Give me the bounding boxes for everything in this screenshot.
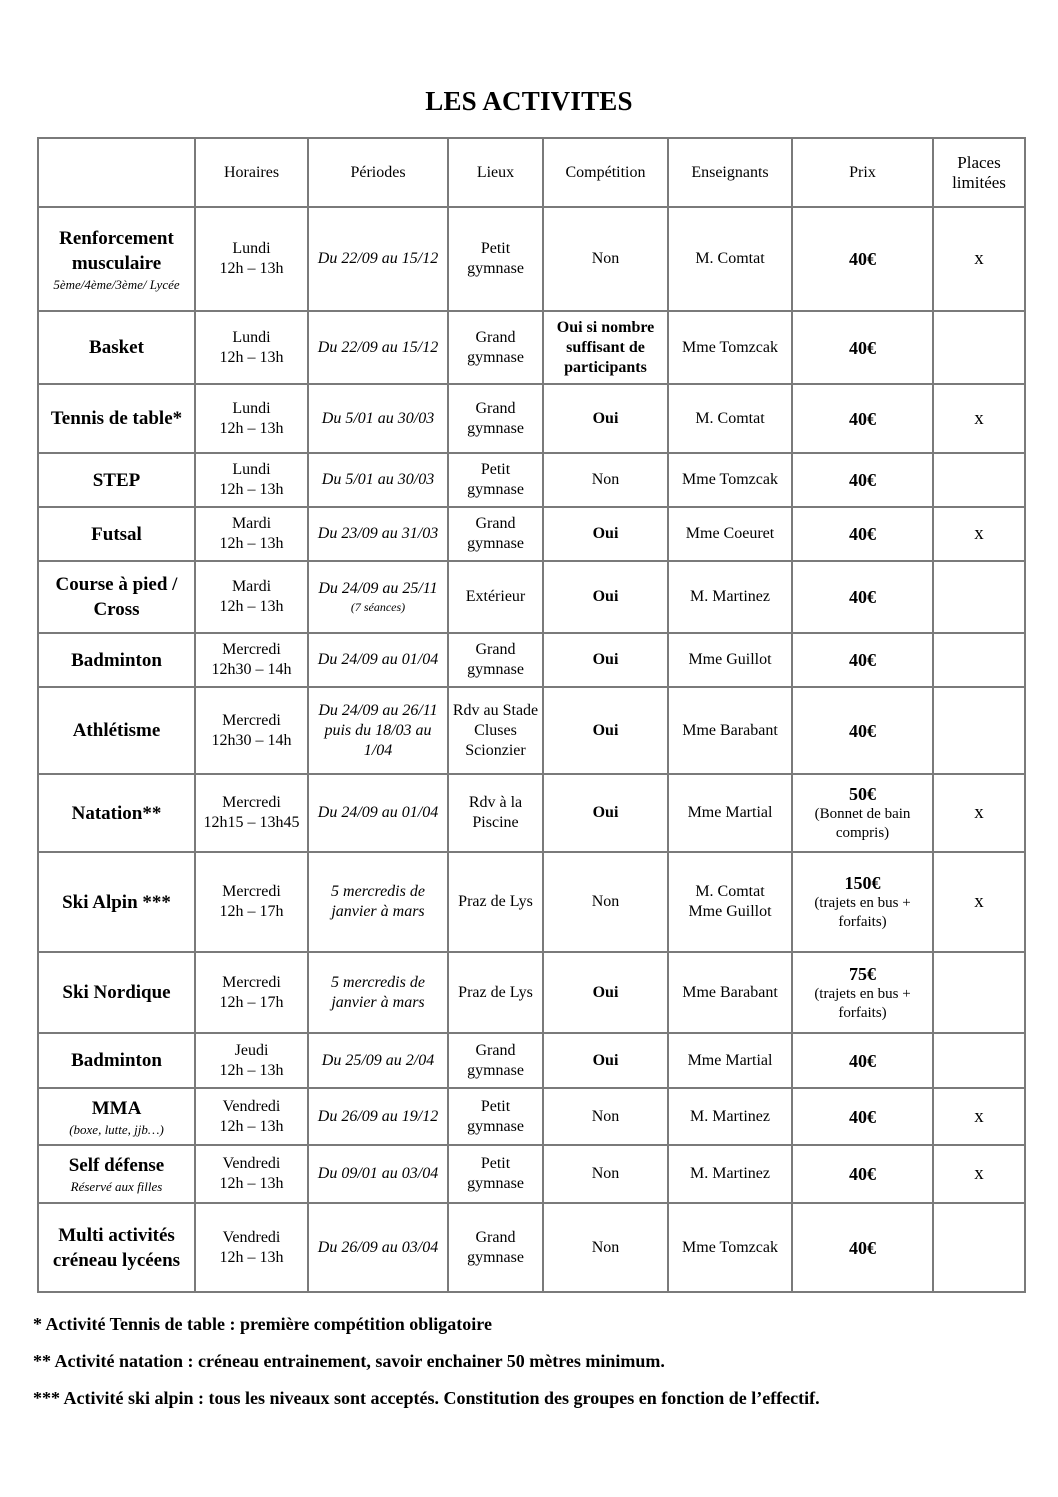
place-cell <box>448 207 543 311</box>
schedule-cell <box>195 852 308 952</box>
activity-subnote: Réservé aux filles <box>70 1179 163 1194</box>
activity-name: Athlétisme <box>72 720 161 741</box>
activity-name-cell <box>38 1203 195 1292</box>
teacher-cell <box>668 952 792 1033</box>
table-row <box>38 774 1025 852</box>
price-amount: 40€ <box>849 1237 876 1258</box>
competition-cell <box>543 207 668 311</box>
competition-cell <box>543 1145 668 1203</box>
place-cell <box>448 687 543 774</box>
price-amount: 150€ <box>844 873 881 893</box>
competition-cell <box>543 311 668 384</box>
activity-subnote: (boxe, lutte, jjb…) <box>69 1121 164 1137</box>
schedule-cell <box>195 1145 308 1203</box>
period-cell <box>308 207 448 311</box>
competition-cell <box>543 852 668 952</box>
teacher-cell <box>668 507 792 561</box>
competition-cell <box>543 507 668 561</box>
period-text: Du 23/09 au 31/03 <box>317 525 439 542</box>
activity-name: Ski Nordique <box>62 982 171 1003</box>
limited-places-cell <box>933 633 1025 687</box>
period-text: Du 25/09 au 2/04 <box>321 1051 435 1069</box>
limited-places-cell <box>933 1145 1025 1203</box>
schedule-day: Mercredi <box>222 711 281 729</box>
schedule-time: 12h – 13h <box>219 481 284 498</box>
activity-name-cell <box>38 453 195 507</box>
schedule-day: Vendredi <box>222 1228 281 1246</box>
table-row <box>38 384 1025 453</box>
teacher-name: Mme Barabant <box>682 721 778 739</box>
place-text: Grand gymnase <box>467 641 524 678</box>
price-amount: 40€ <box>849 1164 876 1184</box>
schedule-time: 12h – 13h <box>219 260 284 277</box>
teacher-cell <box>668 453 792 507</box>
period-cell <box>308 311 448 384</box>
schedule-cell <box>195 1033 308 1088</box>
teacher-name: Mme Guillot <box>688 651 772 668</box>
schedule-cell <box>195 507 308 561</box>
price-amount: 40€ <box>849 720 876 741</box>
price-cell <box>792 774 933 852</box>
competition-text: Oui si nombre suffisant de participants <box>556 318 655 376</box>
limited-places-cell <box>933 852 1025 952</box>
activity-name-cell <box>38 633 195 687</box>
activity-subnote: 5ème/4ème/3ème/ Lycée <box>53 276 180 292</box>
price-cell <box>792 1088 933 1145</box>
limited-places-mark: x <box>974 407 984 429</box>
competition-text: Oui <box>592 1051 619 1069</box>
teacher-name: Mme Tomzcak <box>682 1238 778 1256</box>
period-text: 5 mercredis de janvier à mars <box>331 973 425 1011</box>
activity-name: Renforcement musculaire <box>59 227 174 274</box>
table-row <box>38 1033 1025 1088</box>
price-cell <box>792 952 933 1033</box>
price-cell <box>792 1203 933 1292</box>
table-row <box>38 952 1025 1033</box>
period-note: (7 séances) <box>350 600 406 614</box>
teacher-cell <box>668 633 792 687</box>
activity-name-cell <box>38 1145 195 1203</box>
teacher-cell <box>668 207 792 311</box>
place-text: Praz de Lys <box>458 893 533 910</box>
price-amount: 40€ <box>849 1106 876 1127</box>
period-cell <box>308 774 448 852</box>
schedule-cell <box>195 384 308 453</box>
table-row <box>38 1203 1025 1292</box>
activity-name: Futsal <box>91 523 142 545</box>
competition-cell <box>543 1203 668 1292</box>
period-cell <box>308 633 448 687</box>
price-cell <box>792 687 933 774</box>
schedule-cell <box>195 207 308 311</box>
schedule-time: 12h – 13h <box>219 1175 284 1192</box>
price-cell <box>792 633 933 687</box>
place-text: Petit gymnase <box>467 1155 524 1192</box>
activity-name: Natation** <box>71 802 162 824</box>
competition-cell <box>543 1088 668 1145</box>
activity-name-cell <box>38 952 195 1033</box>
teacher-name: M. Martinez <box>690 588 770 605</box>
competition-text: Oui <box>592 409 619 427</box>
activity-name: Basket <box>89 337 144 358</box>
place-cell <box>448 1203 543 1292</box>
schedule-day: Lundi <box>232 328 271 346</box>
price-cell <box>792 207 933 311</box>
price-amount: 40€ <box>849 408 876 429</box>
competition-text: Oui <box>592 525 619 542</box>
schedule-cell <box>195 952 308 1033</box>
price-note: (trajets en bus + forfaits) <box>814 985 911 1021</box>
activity-name-cell <box>38 507 195 561</box>
period-text: Du 22/09 au 15/12 <box>317 338 439 356</box>
limited-places-cell <box>933 1203 1025 1292</box>
place-text: Grand gymnase <box>467 399 524 437</box>
schedule-day: Mardi <box>231 578 272 595</box>
limited-places-cell <box>933 774 1025 852</box>
activity-name-cell <box>38 852 195 952</box>
teacher-name: Mme Tomzcak <box>682 471 778 488</box>
competition-text: Non <box>591 1107 620 1125</box>
place-cell <box>448 384 543 453</box>
schedule-day: Mardi <box>231 515 272 532</box>
place-text: Rdv à la Piscine <box>468 794 523 831</box>
teacher-cell <box>668 384 792 453</box>
activity-name: Course à pied / Cross <box>55 574 178 620</box>
limited-places-cell <box>933 384 1025 453</box>
teacher-cell <box>668 311 792 384</box>
period-text: Du 5/01 au 30/03 <box>321 471 435 488</box>
header-places: Places limitées <box>933 138 1025 207</box>
schedule-day: Mercredi <box>222 883 281 900</box>
schedule-time: 12h – 17h <box>219 903 284 920</box>
place-cell <box>448 507 543 561</box>
activity-name-cell <box>38 384 195 453</box>
period-text: Du 26/09 au 03/04 <box>317 1238 439 1256</box>
limited-places-mark: x <box>974 1105 984 1127</box>
teacher-cell <box>668 852 792 952</box>
table-row <box>38 687 1025 774</box>
activity-name-cell <box>38 311 195 384</box>
limited-places-cell <box>933 507 1025 561</box>
teacher-name: M. Martinez <box>690 1107 770 1125</box>
place-text: Grand gymnase <box>467 328 524 366</box>
schedule-time: 12h30 – 14h <box>211 731 292 749</box>
activity-name-cell <box>38 561 195 633</box>
competition-text: Non <box>591 471 620 488</box>
activity-name-cell <box>38 1033 195 1088</box>
competition-text: Non <box>591 1165 620 1182</box>
schedule-cell <box>195 687 308 774</box>
place-cell <box>448 561 543 633</box>
limited-places-cell <box>933 207 1025 311</box>
competition-cell <box>543 453 668 507</box>
price-amount: 40€ <box>849 249 876 269</box>
limited-places-mark: x <box>974 891 984 912</box>
table-row <box>38 633 1025 687</box>
teacher-cell <box>668 561 792 633</box>
schedule-time: 12h – 13h <box>219 1061 284 1079</box>
footnotes <box>33 1313 1023 1424</box>
schedule-time: 12h – 13h <box>219 1248 284 1266</box>
table-body <box>38 207 1025 1292</box>
activity-name: Tennis de table* <box>50 408 183 429</box>
schedule-time: 12h – 13h <box>219 1117 284 1135</box>
price-cell <box>792 1033 933 1088</box>
limited-places-mark: x <box>974 523 984 544</box>
schedule-cell <box>195 774 308 852</box>
period-cell <box>308 1145 448 1203</box>
period-text: Du 5/01 au 30/03 <box>321 409 435 427</box>
price-amount: 40€ <box>849 587 876 607</box>
header-row <box>38 138 1025 207</box>
header-enseignants: Enseignants <box>668 138 792 207</box>
page-title: LES ACTIVITES <box>425 86 633 116</box>
limited-places-cell <box>933 1033 1025 1088</box>
activity-name: Badminton <box>71 1050 162 1071</box>
price-cell <box>792 852 933 952</box>
limited-places-cell <box>933 687 1025 774</box>
schedule-day: Lundi <box>232 461 271 478</box>
schedule-time: 12h15 – 13h45 <box>203 814 300 831</box>
teacher-name: M. Comtat <box>695 883 765 900</box>
competition-text: Oui <box>592 983 619 1001</box>
limited-places-cell <box>933 453 1025 507</box>
schedule-time: 12h – 13h <box>219 348 284 366</box>
place-text: Petit gymnase <box>467 461 524 498</box>
schedule-time: 12h – 17h <box>219 993 284 1011</box>
teacher-name: Mme Tomzcak <box>682 338 778 356</box>
schedule-time: 12h30 – 14h <box>211 661 292 678</box>
limited-places-mark: x <box>974 248 984 269</box>
teacher-cell <box>668 774 792 852</box>
teacher-name: Mme Barabant <box>682 983 778 1001</box>
place-cell <box>448 1145 543 1203</box>
teacher-cell <box>668 1145 792 1203</box>
place-text: Petit gymnase <box>467 1097 524 1135</box>
competition-cell <box>543 633 668 687</box>
price-amount: 75€ <box>849 963 876 984</box>
schedule-time: 12h – 13h <box>219 598 284 615</box>
header-periodes: Périodes <box>308 138 448 207</box>
table-row <box>38 207 1025 311</box>
table-row <box>38 561 1025 633</box>
activity-name: MMA <box>91 1097 142 1119</box>
table-row <box>38 311 1025 384</box>
period-cell <box>308 1088 448 1145</box>
header-lieux: Lieux <box>448 138 543 207</box>
activity-name-cell <box>38 207 195 311</box>
competition-text: Oui <box>592 804 619 821</box>
schedule-day: Mercredi <box>222 641 281 658</box>
limited-places-cell <box>933 952 1025 1033</box>
teacher-cell <box>668 1203 792 1292</box>
place-text: Grand gymnase <box>467 1041 524 1079</box>
table-row <box>38 507 1025 561</box>
teacher-name-2: Mme Guillot <box>688 903 772 920</box>
competition-text: Oui <box>592 651 619 668</box>
price-note: (trajets en bus + forfaits) <box>814 895 911 930</box>
schedule-day: Lundi <box>232 399 271 417</box>
schedule-cell <box>195 1088 308 1145</box>
competition-text: Non <box>591 250 620 267</box>
place-text: Grand gymnase <box>467 515 524 552</box>
competition-cell <box>543 687 668 774</box>
header-prix: Prix <box>792 138 933 207</box>
teacher-name: Mme Coeuret <box>685 525 775 542</box>
period-text: Du 24/09 au 01/04 <box>317 804 439 821</box>
price-cell <box>792 311 933 384</box>
teacher-name: M. Comtat <box>695 409 765 427</box>
activity-name: Ski Alpin *** <box>62 891 171 913</box>
header-competition: Compétition <box>543 138 668 207</box>
teacher-name: Mme Martial <box>687 804 773 821</box>
limited-places-cell <box>933 561 1025 633</box>
activity-name-cell <box>38 1088 195 1145</box>
schedule-day: Mercredi <box>222 794 281 811</box>
period-cell <box>308 561 448 633</box>
schedule-day: Vendredi <box>222 1155 281 1172</box>
place-cell <box>448 952 543 1033</box>
activities-table <box>37 137 1026 1293</box>
place-cell <box>448 311 543 384</box>
footnote-natation: ** Activité natation : créneau entrainement, savoir enchainer 50 mètres minimum. <box>33 1351 665 1371</box>
activity-name: Multi activités créneau lycéens <box>52 1224 181 1271</box>
price-cell <box>792 384 933 453</box>
period-cell <box>308 852 448 952</box>
price-cell <box>792 1145 933 1203</box>
competition-text: Oui <box>592 588 619 605</box>
schedule-day: Lundi <box>232 240 271 257</box>
competition-text: Oui <box>592 721 619 739</box>
place-text: Grand gymnase <box>467 1228 524 1266</box>
period-text: Du 24/09 au 01/04 <box>317 651 439 668</box>
teacher-name: Mme Martial <box>687 1051 773 1069</box>
price-cell <box>792 453 933 507</box>
place-text: Praz de Lys <box>458 983 533 1001</box>
schedule-cell <box>195 453 308 507</box>
competition-cell <box>543 952 668 1033</box>
schedule-cell <box>195 311 308 384</box>
schedule-cell <box>195 1203 308 1292</box>
price-amount: 50€ <box>849 784 876 804</box>
teacher-name: M. Comtat <box>695 250 765 267</box>
activity-name-cell <box>38 687 195 774</box>
teacher-cell <box>668 687 792 774</box>
price-amount: 40€ <box>849 1050 876 1071</box>
period-text: Du 26/09 au 19/12 <box>317 1107 439 1125</box>
competition-text: Non <box>591 1238 620 1256</box>
schedule-cell <box>195 561 308 633</box>
schedule-time: 12h – 13h <box>219 419 284 437</box>
table-row <box>38 852 1025 952</box>
footnote-tennis: * Activité Tennis de table : première compétition obligatoire <box>33 1314 492 1334</box>
price-cell <box>792 561 933 633</box>
table-row <box>38 1088 1025 1145</box>
place-cell <box>448 852 543 952</box>
competition-cell <box>543 384 668 453</box>
limited-places-cell <box>933 311 1025 384</box>
teacher-name: M. Martinez <box>690 1165 770 1182</box>
period-text: Du 22/09 au 15/12 <box>317 250 439 267</box>
place-text: Petit gymnase <box>467 240 524 277</box>
period-text: Du 09/01 au 03/04 <box>317 1165 439 1182</box>
price-amount: 40€ <box>849 524 876 544</box>
place-text: Extérieur <box>465 588 526 605</box>
schedule-day: Vendredi <box>222 1097 281 1115</box>
price-cell <box>792 507 933 561</box>
limited-places-cell <box>933 1088 1025 1145</box>
period-cell <box>308 384 448 453</box>
place-cell <box>448 1088 543 1145</box>
header-horaires: Horaires <box>195 138 308 207</box>
limited-places-mark: x <box>974 1163 984 1184</box>
period-cell <box>308 453 448 507</box>
period-cell <box>308 1033 448 1088</box>
competition-cell <box>543 561 668 633</box>
schedule-time: 12h – 13h <box>219 535 284 552</box>
price-amount: 40€ <box>849 470 876 490</box>
teacher-cell <box>668 1033 792 1088</box>
competition-cell <box>543 1033 668 1088</box>
period-text: Du 24/09 au 26/11 puis du 18/03 au 1/04 <box>318 701 438 759</box>
activity-name: STEP <box>92 469 141 491</box>
schedule-day: Mercredi <box>222 973 281 991</box>
limited-places-mark: x <box>974 802 984 823</box>
price-amount: 40€ <box>849 337 876 358</box>
schedule-day: Jeudi <box>234 1041 269 1059</box>
period-text: 5 mercredis de janvier à mars <box>331 883 425 920</box>
table-row <box>38 1145 1025 1203</box>
schedule-cell <box>195 633 308 687</box>
place-cell <box>448 774 543 852</box>
price-note: (Bonnet de bain compris) <box>814 806 911 841</box>
place-cell <box>448 453 543 507</box>
period-cell <box>308 952 448 1033</box>
competition-cell <box>543 774 668 852</box>
teacher-cell <box>668 1088 792 1145</box>
competition-text: Non <box>591 893 620 910</box>
footnote-ski: *** Activité ski alpin : tous les niveaux sont acceptés. Constitution des groupes en fonction de l’effectif. <box>33 1388 820 1408</box>
table-row <box>38 453 1025 507</box>
activity-name-cell <box>38 774 195 852</box>
header-empty <box>38 138 195 207</box>
period-cell <box>308 687 448 774</box>
period-cell <box>308 1203 448 1292</box>
place-text: Rdv au Stade Cluses Scionzier <box>452 701 539 759</box>
period-text: Du 24/09 au 25/11 <box>318 580 438 597</box>
activity-name: Badminton <box>71 649 162 671</box>
activity-name: Self défense <box>68 1155 165 1176</box>
period-cell <box>308 507 448 561</box>
place-cell <box>448 1033 543 1088</box>
price-amount: 40€ <box>849 650 876 670</box>
place-cell <box>448 633 543 687</box>
